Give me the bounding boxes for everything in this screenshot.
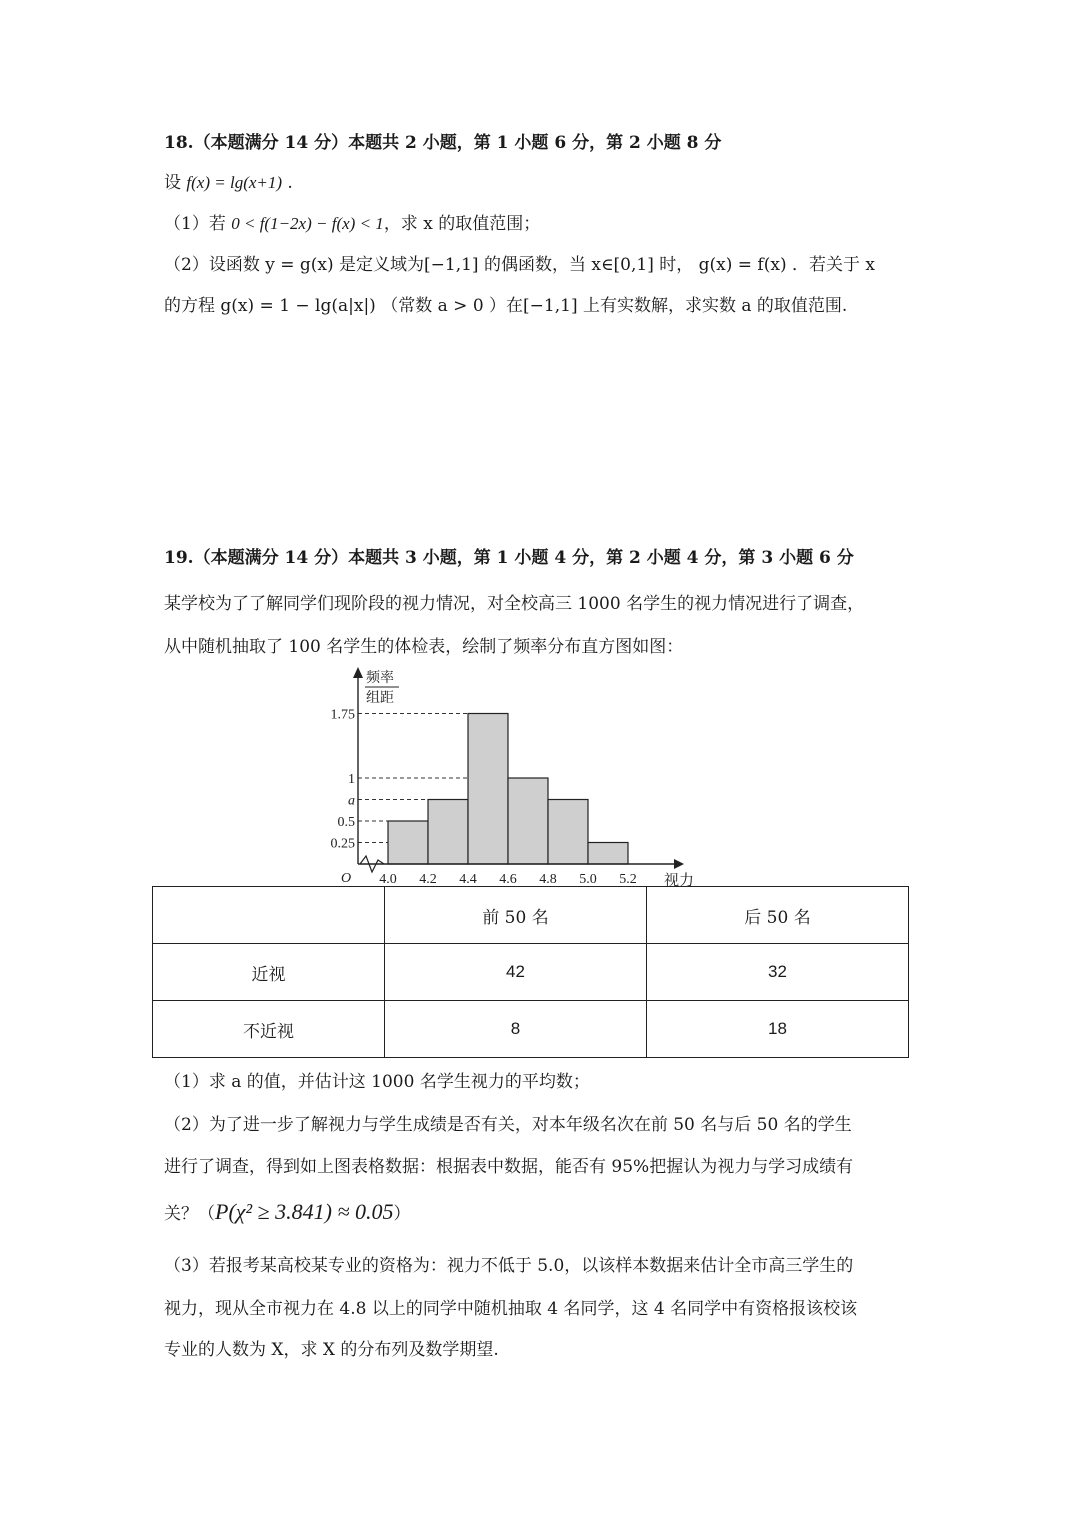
q19-part3-line2: 视力，现从全市视力在 4.8 以上的同学中随机抽取 4 名同学，这 4 名同学中有资格报该校该 bbox=[164, 1299, 858, 1319]
myopia-table bbox=[152, 886, 909, 1058]
q19-p2-suffix: ） bbox=[393, 1204, 411, 1224]
x-tick-label: 4.0 bbox=[379, 872, 397, 887]
q19-header-text: （本题满分 14 分）本题共 3 小题，第 1 小题 4 分，第 2 小题 4 分，第 3 小题 6 分 bbox=[193, 548, 854, 568]
y-axis-title-top: 频率 bbox=[366, 670, 394, 686]
q18-definition bbox=[164, 171, 293, 195]
origin-label: O bbox=[340, 871, 352, 886]
table-header-cell: 前 50 名 bbox=[385, 887, 647, 944]
q18-part2-line2: 的方程 g(x) = 1 − lg(a|x|) （常数 a > 0 ）在[−1,1] 上有实数解，求实数 a 的取值范围. bbox=[164, 296, 848, 316]
q19-part3-line1: （3）若报考某高校某专业的资格为：视力不低于 5.0，以该样本数据来估计全市高三学生的 bbox=[164, 1256, 854, 1276]
q18-def-formula: f(x) = lg(x+1) bbox=[186, 173, 283, 192]
row-label: 近视 bbox=[153, 944, 385, 1001]
q18-header-text: （本题满分 14 分）本题共 2 小题，第 1 小题 6 分，第 2 小题 8 分 bbox=[193, 133, 722, 153]
q18-p1-formula: 0 < f(1−2x) − f(x) < 1 bbox=[231, 214, 384, 233]
q18-number: 18. bbox=[164, 133, 194, 153]
q19-header bbox=[164, 546, 854, 570]
x-tick-label: 4.4 bbox=[459, 872, 477, 887]
y-tick-label: 1 bbox=[348, 772, 355, 787]
q18-part2-line1: （2）设函数 y = g(x) 是定义域为[−1,1] 的偶函数，当 x∈[0,1] 时， g(x) = f(x) ．若关于 x bbox=[164, 255, 875, 275]
y-tick-label: 0.5 bbox=[337, 815, 355, 830]
y-tick-label: 1.75 bbox=[330, 707, 355, 723]
table-header-cell: 后 50 名 bbox=[647, 887, 909, 944]
histogram-bar bbox=[548, 800, 588, 865]
q19-part2-line1: （2）为了进一步了解视力与学生成绩是否有关，对本年级名次在前 50 名与后 50 名的学生 bbox=[164, 1115, 852, 1135]
q19-p2-prefix: 关？（ bbox=[164, 1204, 215, 1224]
x-tick-label: 4.2 bbox=[419, 872, 437, 887]
q18-part1 bbox=[164, 212, 540, 236]
q19-part1: （1）求 a 的值，并估计这 1000 名学生视力的平均数； bbox=[164, 1072, 590, 1092]
table-cell: 42 bbox=[385, 944, 647, 1001]
y-axis-title-bottom: 组距 bbox=[366, 690, 394, 706]
y-tick-label: a bbox=[348, 793, 355, 809]
x-tick-label: 4.6 bbox=[499, 872, 517, 887]
table-cell: 8 bbox=[385, 1001, 647, 1058]
x-axis-arrow bbox=[674, 859, 684, 869]
q18-def-prefix: 设 bbox=[164, 173, 187, 193]
q19-part2-line3 bbox=[164, 1200, 411, 1226]
table-row bbox=[153, 944, 909, 1001]
table-header-row bbox=[153, 887, 909, 944]
x-tick-label: 5.2 bbox=[619, 872, 637, 887]
histogram-bar bbox=[428, 800, 468, 865]
q18-p1-prefix: （1）若 bbox=[164, 214, 232, 234]
q19-intro-line1: 某学校为了了解同学们现阶段的视力情况，对全校高三 1000 名学生的视力情况进行了调查， bbox=[164, 594, 865, 614]
y-tick-label: 0.25 bbox=[330, 836, 355, 852]
q18-header bbox=[164, 131, 721, 155]
q19-intro-line2: 从中随机抽取了 100 名学生的体检表，绘制了频率分布直方图如图： bbox=[164, 637, 684, 657]
q19-part3-line3: 专业的人数为 X，求 X 的分布列及数学期望. bbox=[164, 1340, 499, 1360]
table-cell: 32 bbox=[647, 944, 909, 1001]
histogram-bar bbox=[468, 714, 508, 865]
q19-number: 19. bbox=[164, 548, 194, 568]
chi-square-formula: P(χ² ≥ 3.841) ≈ 0.05 bbox=[215, 1199, 394, 1224]
table-header-cell bbox=[153, 887, 385, 944]
row-label: 不近视 bbox=[153, 1001, 385, 1058]
table-cell: 18 bbox=[647, 1001, 909, 1058]
q18-def-suffix: . bbox=[282, 173, 293, 193]
histogram-bar bbox=[508, 778, 548, 864]
table-row bbox=[153, 1001, 909, 1058]
x-axis-title: 视力 bbox=[664, 871, 695, 889]
q19-part2-line2: 进行了调查，得到如上图表格数据：根据表中数据，能否有 95%把握认为视力与学习成绩有 bbox=[164, 1157, 854, 1177]
histogram-bar bbox=[588, 843, 628, 865]
x-tick-label: 4.8 bbox=[539, 872, 557, 887]
q18-p1-suffix: ，求 x 的取值范围； bbox=[383, 214, 541, 234]
frequency-histogram bbox=[318, 664, 698, 890]
histogram-bar bbox=[388, 821, 428, 864]
y-axis-arrow bbox=[353, 667, 363, 678]
x-tick-label: 5.0 bbox=[579, 872, 597, 887]
